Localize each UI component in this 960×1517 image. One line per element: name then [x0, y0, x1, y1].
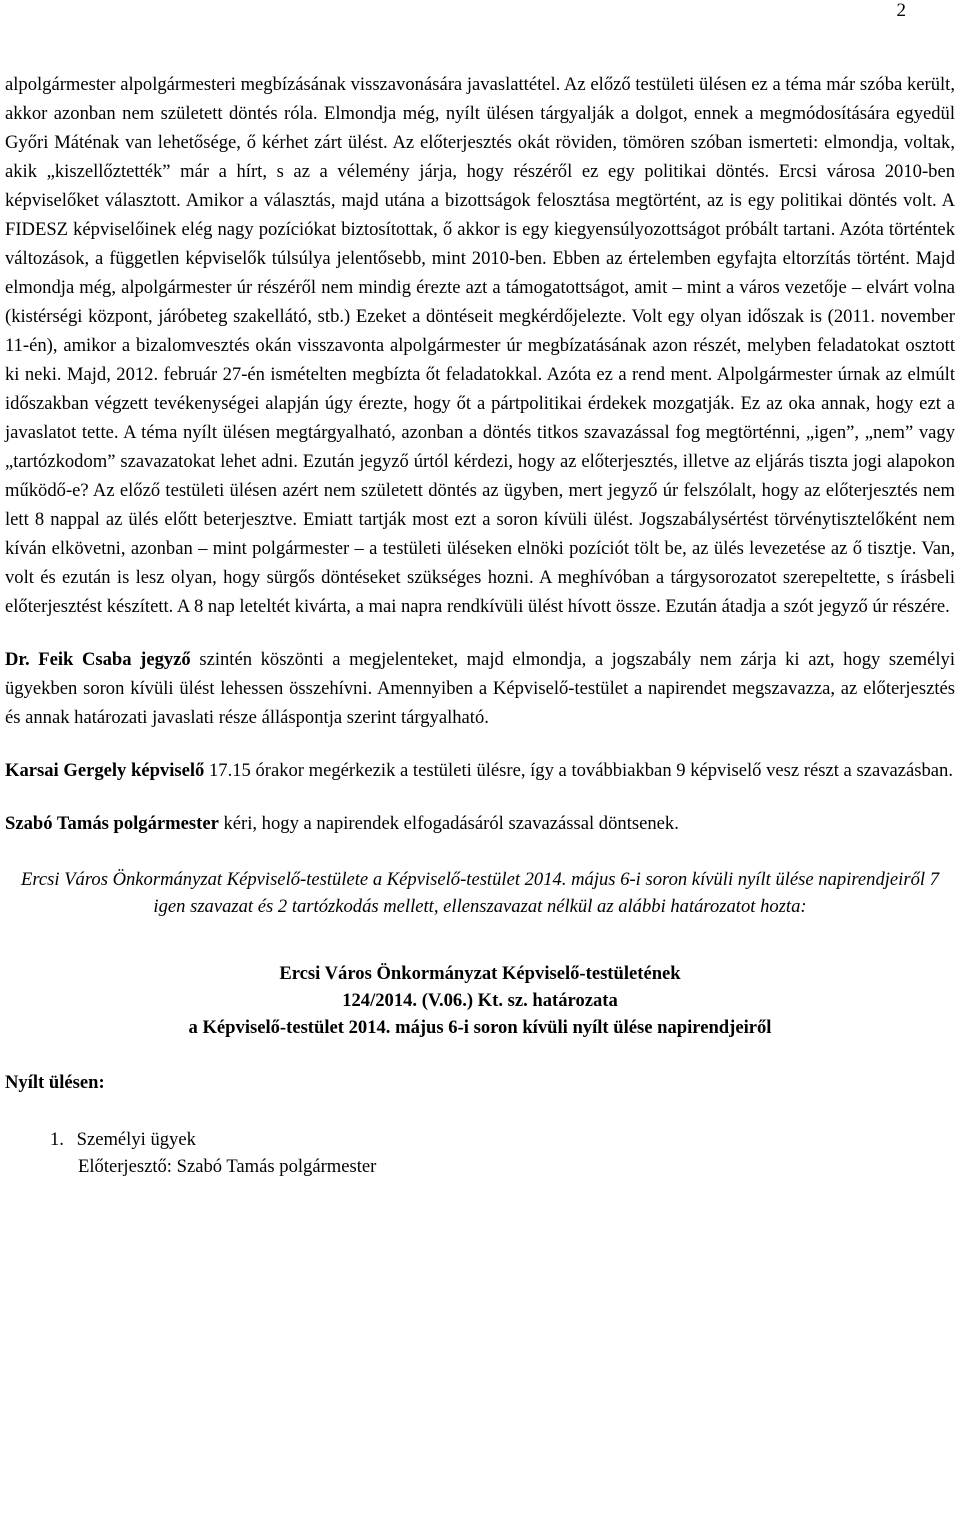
agenda-item: [50, 1126, 955, 1153]
notary-statement-paragraph: [5, 645, 955, 732]
agenda-item-number: 1.: [50, 1129, 64, 1150]
representative-arrival-paragraph: [5, 756, 955, 785]
document-body: [5, 70, 955, 1180]
statement-text: kéri, hogy a napirendek elfogadásáról szavazással döntsenek.: [218, 813, 679, 834]
vote-request-paragraph: [5, 809, 955, 838]
resolution-title-line3: a Képviselő-testület 2014. május 6-i soron kívüli nyílt ülése napirendjeiről: [188, 1017, 772, 1038]
page-number: 2: [896, 0, 906, 21]
resolution-intro: Ercsi Város Önkormányzat Képviselő-testülete a Képviselő-testület 2014. május 6-i soron kívüli nyílt ülése napirendjeiről 7 igen szavazat és 2 tartózkodás mellett, ellenszavazat nélkül az alábbi határozatot hozta:: [20, 869, 939, 917]
agenda-item-title: Személyi ügyek: [76, 1129, 196, 1150]
agenda-list: [5, 1126, 955, 1153]
agenda-item-presenter: Előterjesztő: Szabó Tamás polgármester: [78, 1156, 377, 1177]
open-session-label: Nyílt ülésen:: [5, 1072, 105, 1093]
mayor-statement-paragraph: alpolgármester alpolgármesteri megbízásának visszavonására javaslattétel. Az előző testületi ülésen ez a téma már szóba került, akkor azonban nem született döntés róla. Elmondja még, nyílt ülésen tárgyalják a dolgot, ennek a megmódosítására egyedül Győri Máténak van lehetősége, ő kérhet zárt ülést. Az előterjesztés okát röviden, tömören szóban ismerteti: elmondja, voltak, akik „kiszellőztették” már a hírt, s az a vélemény járja, hogy részéről ez egy politikai döntés. Ercsi városa 2010-ben képviselőket választott. Amikor a választás, majd utána a bizottságok felosztása megtörtént, az is egy politikai döntés volt. A FIDESZ képviselőinek elég nagy pozíciókat biztosítottak, ő akkor is egy kiegyensúlyozottságot próbált tartani. Azóta történtek változások, a független képviselők túlsúlya jelentősebb, mint 2010-ben. Ebben az értelemben egyfajta eltorzítás történt. Majd elmondja még, alpolgármester úr részéről nem mindig érezte azt a támogatottságot, amit – mint a város vezetője – elvárt volna (kistérségi központ, járóbeteg szakellátó, stb.) Ezeket a döntéseit megkérdőjelezte. Volt egy olyan időszak is (2011. november 11-én), amikor a bizalomvesztés okán visszavonta alpolgármester úr megbízatásának azon részét, melyben feladatokat osztott ki neki. Majd, 2012. február 27-én ismételten megbízta őt feladatokkal. Azóta ez a rend ment. Alpolgármester úrnak az elmúlt időszakban végzett tevékenységei alapján úgy érezte, hogy őt a pártpolitikai érdekek mozgatják. Ez az oka annak, hogy ezt a javaslatot tette. A téma nyílt ülésen megtárgyalható, azonban a döntés titkos szavazással fog megtörténni, „igen”, „nem” vagy „tartózkodom” szavazatokat lehet adni. Ezután jegyző úrtól kérdezi, hogy az előterjesztés, illetve az eljárás tiszta jogi alapokon működő-e? Az előző testületi ülésen azért nem született döntés az ügyben, mert jegyző úr felszólalt, hogy az előterjesztés nem lett 8 nappal az ülés előtt beterjesztve. Emiatt tartják most ezt a soron kívüli ülést. Jogszabálysértést törvénytisztelőként nem kíván elkövetni, azonban – mint polgármester – a testületi üléseken elnöki pozíciót tölt be, az ülés levezetése az ő tisztje. Van, volt és ezután is lesz olyan, hogy sürgős döntéseket szükséges hozni. A meghívóban a tárgysorozatot szerepeltette, s írásbeli előterjesztést készített. A 8 nap leteltét kivárta, a mai napra rendkívüli ülést hívott össze. Ezután átadja a szót jegyző úr részére.: [5, 74, 955, 617]
statement-text: 17.15 órakor megérkezik a testületi ülésre, így a továbbiakban 9 képviselő vesz részt a szavazásban.: [204, 760, 953, 781]
speaker-name: Dr. Feik Csaba jegyző: [5, 649, 191, 670]
speaker-name: Karsai Gergely képviselő: [5, 760, 205, 781]
speaker-name: Szabó Tamás polgármester: [5, 813, 219, 834]
statement-text: szintén köszönti a megjelenteket, majd elmondja, a jogszabály nem zárja ki azt, hogy személyi ügyekben soron kívüli ülést lehessen összehívni. Amennyiben a Képviselő-testület a napirendet megszavazza, az előterjesztés és annak határozati javaslati része álláspontja szerint tárgyalható.: [5, 649, 955, 728]
resolution-title-line2: 124/2014. (V.06.) Kt. sz. határozata: [342, 990, 618, 1011]
resolution-title-line1: Ercsi Város Önkormányzat Képviselő-testületének: [279, 963, 681, 984]
